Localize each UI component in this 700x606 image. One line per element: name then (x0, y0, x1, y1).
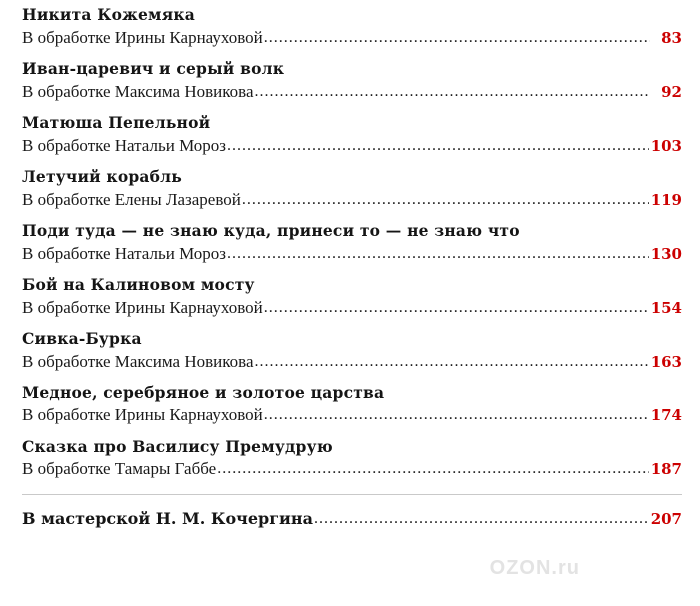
toc-entry-line (22, 405, 682, 425)
toc-page-number: 207 (650, 509, 682, 528)
toc-entry-line (22, 136, 682, 156)
toc-entry-line (22, 190, 682, 210)
toc-entry-subtitle: В обработке Максима Новикова (22, 351, 254, 371)
toc-page-number: 154 (650, 298, 682, 317)
toc-entry-title: Бой на Калиновом мосту (22, 274, 255, 294)
leader-dots (314, 510, 649, 528)
toc-entry-line (22, 244, 682, 264)
toc-entry-line (22, 509, 682, 529)
toc-entry-subtitle: В обработке Ирины Карнауховой (22, 405, 263, 425)
toc-entry[interactable] (22, 114, 682, 156)
toc-entry-title: Летучий корабль (22, 166, 183, 186)
toc-entry[interactable] (22, 6, 682, 48)
toc-page-number: 92 (661, 82, 682, 101)
toc-entry[interactable] (22, 60, 682, 102)
section-divider (22, 494, 682, 495)
toc-entry-title: Матюша Пепельной (22, 112, 211, 132)
toc-entry[interactable] (22, 168, 682, 210)
toc-entry-final[interactable] (22, 509, 682, 529)
toc-entry-title: В мастерской Н. М. Кочергина (22, 508, 313, 528)
toc-entry-subtitle: В обработке Максима Новикова (22, 81, 254, 101)
leader-dots (227, 137, 649, 155)
toc-page-number: 119 (650, 190, 682, 209)
toc-entry-title: Поди туда — не знаю куда, принеси то — не знаю что (22, 220, 520, 240)
toc-entry-title: Сивка-Бурка (22, 328, 142, 348)
toc-entry-line (22, 298, 682, 318)
toc-entry-title: Никита Кожемяка (22, 5, 195, 24)
toc-page-number: 130 (650, 244, 682, 263)
leader-dots (264, 299, 649, 317)
toc-entry-subtitle: В обработке Натальи Мороз (22, 135, 226, 155)
toc-entry[interactable] (22, 330, 682, 372)
toc-entry-title: Иван-царевич и серый волк (22, 58, 285, 78)
toc-entry[interactable] (22, 384, 682, 426)
leader-dots (264, 29, 650, 47)
toc-page-number: 103 (650, 136, 682, 155)
toc-page-number: 187 (650, 460, 682, 479)
toc-page-number: 163 (650, 352, 682, 371)
toc-page-number: 174 (650, 406, 682, 425)
toc-page-number: 83 (661, 28, 682, 47)
toc-entry[interactable] (22, 222, 682, 264)
toc-entry-subtitle: В обработке Ирины Карнауховой (22, 27, 263, 47)
toc-entry-line (22, 82, 682, 102)
toc-entry-subtitle: В обработке Елены Лазаревой (22, 189, 241, 209)
leader-dots (227, 245, 649, 263)
toc-entry-title: Медное, серебряное и золотое царства (22, 382, 385, 402)
leader-dots (242, 191, 649, 209)
toc-entry[interactable] (22, 438, 682, 480)
toc-entry[interactable] (22, 276, 682, 318)
toc-entry-subtitle: В обработке Натальи Мороз (22, 243, 226, 263)
toc-entry-title: Сказка про Василису Премудрую (22, 436, 333, 456)
leader-dots (255, 353, 649, 371)
toc-entry-line (22, 459, 682, 479)
toc-entry-line (22, 352, 682, 372)
leader-dots (255, 83, 651, 101)
toc-entry-subtitle: В обработке Ирины Карнауховой (22, 297, 263, 317)
watermark: OZON.ru (489, 557, 580, 579)
toc-entry-subtitle: В обработке Тамары Габбе (22, 459, 217, 479)
leader-dots (217, 460, 648, 478)
toc-entry-line (22, 28, 682, 48)
leader-dots (264, 406, 649, 424)
